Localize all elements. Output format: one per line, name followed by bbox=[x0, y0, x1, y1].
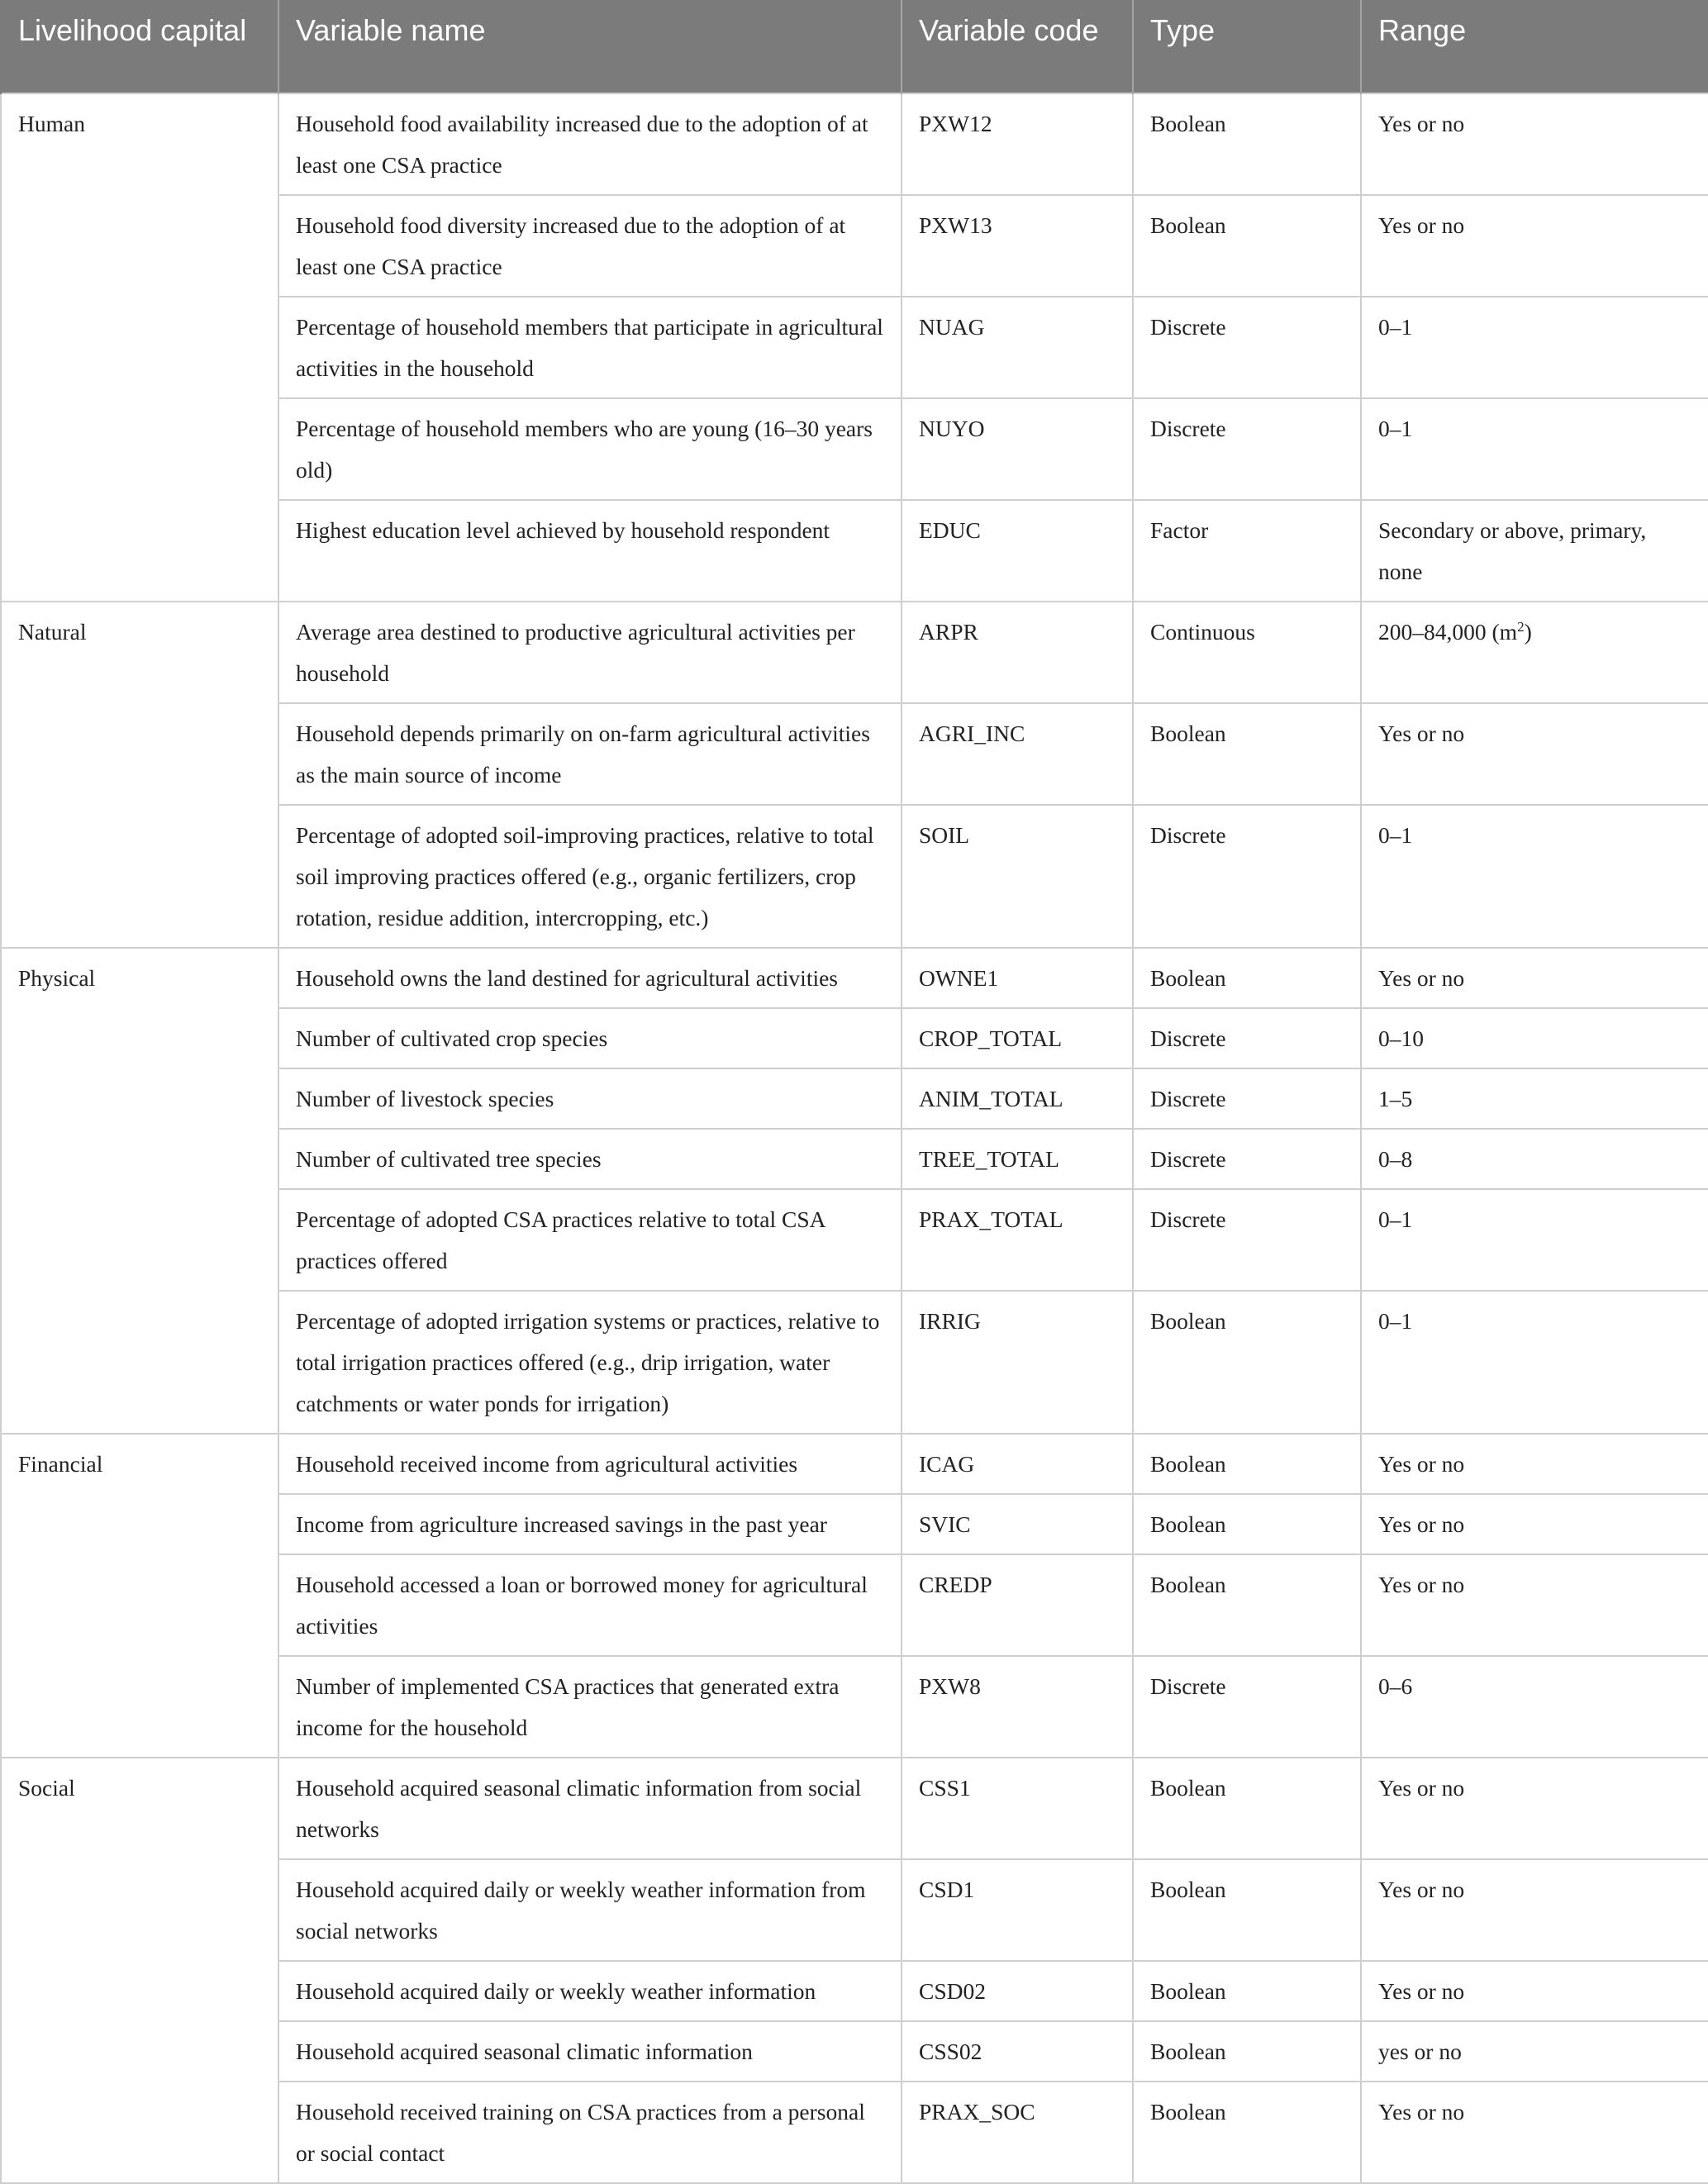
range-cell bbox=[1361, 1291, 1708, 1434]
range-cell bbox=[1361, 398, 1708, 500]
variable-name-cell: Household food diversity increased due to the adoption of at least one CSA practice bbox=[278, 195, 902, 297]
type-cell: Discrete bbox=[1133, 398, 1361, 500]
range-value: Yes or no bbox=[1378, 1511, 1465, 1537]
range-value: 0–1 bbox=[1378, 1206, 1413, 1232]
range-cell bbox=[1361, 805, 1708, 948]
type-cell: Boolean bbox=[1133, 2082, 1361, 2183]
range-value: Yes or no bbox=[1378, 2099, 1465, 2125]
range-value: yes or no bbox=[1378, 2039, 1462, 2064]
range-value: Yes or no bbox=[1378, 965, 1465, 991]
range-cell bbox=[1361, 1129, 1708, 1189]
range-cell bbox=[1361, 1494, 1708, 1554]
variable-code-cell: CSS1 bbox=[902, 1758, 1133, 1859]
range-value: 1–5 bbox=[1378, 1086, 1413, 1111]
variable-code-cell: AGRI_INC bbox=[902, 703, 1133, 805]
range-value: Yes or no bbox=[1378, 212, 1465, 238]
type-cell: Boolean bbox=[1133, 1494, 1361, 1554]
range-value: 0–1 bbox=[1378, 416, 1413, 441]
type-cell: Discrete bbox=[1133, 1008, 1361, 1068]
variable-name-cell: Percentage of adopted CSA practices relative to total CSA practices offered bbox=[278, 1189, 902, 1291]
variable-name-cell: Household depends primarily on on-farm agricultural activities as the main source of income bbox=[278, 703, 902, 805]
variable-name-cell: Household food availability increased due to the adoption of at least one CSA practice bbox=[278, 93, 902, 195]
variable-name-cell: Household accessed a loan or borrowed money for agricultural activities bbox=[278, 1554, 902, 1656]
variable-name-cell: Household received training on CSA practices from a personal or social contact bbox=[278, 2082, 902, 2183]
table-row bbox=[1, 1434, 1708, 1494]
type-cell: Continuous bbox=[1133, 602, 1361, 703]
variable-name-cell: Number of cultivated tree species bbox=[278, 1129, 902, 1189]
variable-name-cell: Household acquired seasonal climatic information bbox=[278, 2021, 902, 2082]
range-value: 0–1 bbox=[1378, 1308, 1413, 1334]
livelihood-capital-cell: Physical bbox=[1, 948, 278, 1434]
header-variable-code: Variable code bbox=[902, 0, 1133, 93]
range-value: 0–6 bbox=[1378, 1673, 1413, 1699]
type-cell: Factor bbox=[1133, 500, 1361, 602]
variable-code-cell: PXW13 bbox=[902, 195, 1133, 297]
variable-code-cell: SOIL bbox=[902, 805, 1133, 948]
range-cell bbox=[1361, 195, 1708, 297]
variable-code-cell: CSD02 bbox=[902, 1961, 1133, 2021]
type-cell: Discrete bbox=[1133, 805, 1361, 948]
variable-code-cell: SVIC bbox=[902, 1494, 1133, 1554]
range-value: 0–1 bbox=[1378, 314, 1413, 340]
type-cell: Boolean bbox=[1133, 1961, 1361, 2021]
type-cell: Boolean bbox=[1133, 1859, 1361, 1961]
variable-code-cell: NUYO bbox=[902, 398, 1133, 500]
variable-code-cell: OWNE1 bbox=[902, 948, 1133, 1008]
variable-name-cell: Percentage of adopted soil-improving practices, relative to total soil improving practices offered (e.g., organic fertilizers, crop rotation, residue addition, intercropping, etc.) bbox=[278, 805, 902, 948]
variable-name-cell: Percentage of household members that participate in agricultural activities in the household bbox=[278, 297, 902, 398]
variable-code-cell: NUAG bbox=[902, 297, 1133, 398]
type-cell: Boolean bbox=[1133, 1434, 1361, 1494]
variable-code-cell: CREDP bbox=[902, 1554, 1133, 1656]
range-cell bbox=[1361, 1554, 1708, 1656]
livelihood-capital-cell: Social bbox=[1, 1758, 278, 2183]
range-cell bbox=[1361, 1656, 1708, 1758]
range-value: Yes or no bbox=[1378, 1877, 1465, 1902]
type-cell: Discrete bbox=[1133, 1129, 1361, 1189]
type-cell: Boolean bbox=[1133, 1291, 1361, 1434]
range-cell bbox=[1361, 2021, 1708, 2082]
type-cell: Boolean bbox=[1133, 703, 1361, 805]
variable-name-cell: Percentage of household members who are young (16–30 years old) bbox=[278, 398, 902, 500]
range-cell bbox=[1361, 297, 1708, 398]
variable-name-cell: Income from agriculture increased savings in the past year bbox=[278, 1494, 902, 1554]
range-value-end: ) bbox=[1524, 619, 1532, 645]
range-value: Yes or no bbox=[1378, 1451, 1465, 1477]
type-cell: Boolean bbox=[1133, 948, 1361, 1008]
variable-code-cell: ARPR bbox=[902, 602, 1133, 703]
type-cell: Discrete bbox=[1133, 297, 1361, 398]
type-cell: Discrete bbox=[1133, 1189, 1361, 1291]
range-cell bbox=[1361, 948, 1708, 1008]
variable-code-cell: TREE_TOTAL bbox=[902, 1129, 1133, 1189]
range-cell bbox=[1361, 1434, 1708, 1494]
range-value: Yes or no bbox=[1378, 721, 1465, 746]
variable-name-cell: Household acquired daily or weekly weather information from social networks bbox=[278, 1859, 902, 1961]
range-value: Secondary or above, primary, none bbox=[1378, 517, 1647, 584]
table-row bbox=[1, 948, 1708, 1008]
variable-code-cell: PRAX_SOC bbox=[902, 2082, 1133, 2183]
header-variable-name: Variable name bbox=[278, 0, 902, 93]
range-unit-superscript: 2 bbox=[1517, 618, 1525, 635]
range-value: 0–1 bbox=[1378, 822, 1413, 848]
range-cell bbox=[1361, 1859, 1708, 1961]
range-cell bbox=[1361, 1961, 1708, 2021]
variable-name-cell: Household received income from agricultural activities bbox=[278, 1434, 902, 1494]
variable-code-cell: ANIM_TOTAL bbox=[902, 1068, 1133, 1129]
variable-name-cell: Household acquired daily or weekly weather information bbox=[278, 1961, 902, 2021]
table-body bbox=[1, 93, 1708, 2183]
variable-name-cell: Number of implemented CSA practices that generated extra income for the household bbox=[278, 1656, 902, 1758]
variable-code-cell: PRAX_TOTAL bbox=[902, 1189, 1133, 1291]
variable-code-cell: IRRIG bbox=[902, 1291, 1133, 1434]
variable-name-cell: Number of livestock species bbox=[278, 1068, 902, 1129]
range-value: Yes or no bbox=[1378, 1978, 1465, 2004]
header-type: Type bbox=[1133, 0, 1361, 93]
variable-code-cell: CROP_TOTAL bbox=[902, 1008, 1133, 1068]
type-cell: Discrete bbox=[1133, 1068, 1361, 1129]
variable-name-cell: Average area destined to productive agricultural activities per household bbox=[278, 602, 902, 703]
type-cell: Boolean bbox=[1133, 1758, 1361, 1859]
variable-name-cell: Percentage of adopted irrigation systems or practices, relative to total irrigation practices offered (e.g., drip irrigation, water catchments or water ponds for irrigation) bbox=[278, 1291, 902, 1434]
range-cell bbox=[1361, 703, 1708, 805]
range-cell bbox=[1361, 1008, 1708, 1068]
type-cell: Boolean bbox=[1133, 195, 1361, 297]
variable-code-cell: PXW8 bbox=[902, 1656, 1133, 1758]
variable-code-cell: ICAG bbox=[902, 1434, 1133, 1494]
range-value: 0–8 bbox=[1378, 1146, 1413, 1172]
table-row bbox=[1, 602, 1708, 703]
range-cell bbox=[1361, 1189, 1708, 1291]
header-livelihood-capital: Livelihood capital bbox=[1, 0, 278, 93]
range-value: Yes or no bbox=[1378, 111, 1465, 136]
range-value: Yes or no bbox=[1378, 1775, 1465, 1801]
type-cell: Boolean bbox=[1133, 2021, 1361, 2082]
table-header-row bbox=[1, 0, 1708, 93]
range-cell bbox=[1361, 500, 1708, 602]
variable-name-cell: Household owns the land destined for agricultural activities bbox=[278, 948, 902, 1008]
variable-name-cell: Highest education level achieved by household respondent bbox=[278, 500, 902, 602]
range-cell bbox=[1361, 93, 1708, 195]
variable-name-cell: Household acquired seasonal climatic information from social networks bbox=[278, 1758, 902, 1859]
variable-code-cell: EDUC bbox=[902, 500, 1133, 602]
range-value: 200–84,000 (m bbox=[1378, 619, 1518, 645]
variable-code-cell: CSD1 bbox=[902, 1859, 1133, 1961]
variable-code-cell: CSS02 bbox=[902, 2021, 1133, 2082]
range-cell bbox=[1361, 602, 1708, 703]
variable-name-cell: Number of cultivated crop species bbox=[278, 1008, 902, 1068]
table-row bbox=[1, 93, 1708, 195]
livelihood-capital-cell: Human bbox=[1, 93, 278, 602]
type-cell: Boolean bbox=[1133, 1554, 1361, 1656]
range-cell bbox=[1361, 1068, 1708, 1129]
table-row bbox=[1, 1758, 1708, 1859]
type-cell: Discrete bbox=[1133, 1656, 1361, 1758]
type-cell: Boolean bbox=[1133, 93, 1361, 195]
livelihood-capital-cell: Financial bbox=[1, 1434, 278, 1758]
livelihood-capital-cell: Natural bbox=[1, 602, 278, 948]
range-cell bbox=[1361, 1758, 1708, 1859]
variable-code-cell: PXW12 bbox=[902, 93, 1133, 195]
range-value: Yes or no bbox=[1378, 1572, 1465, 1597]
range-cell bbox=[1361, 2082, 1708, 2183]
header-range: Range bbox=[1361, 0, 1708, 93]
range-value: 0–10 bbox=[1378, 1025, 1424, 1051]
